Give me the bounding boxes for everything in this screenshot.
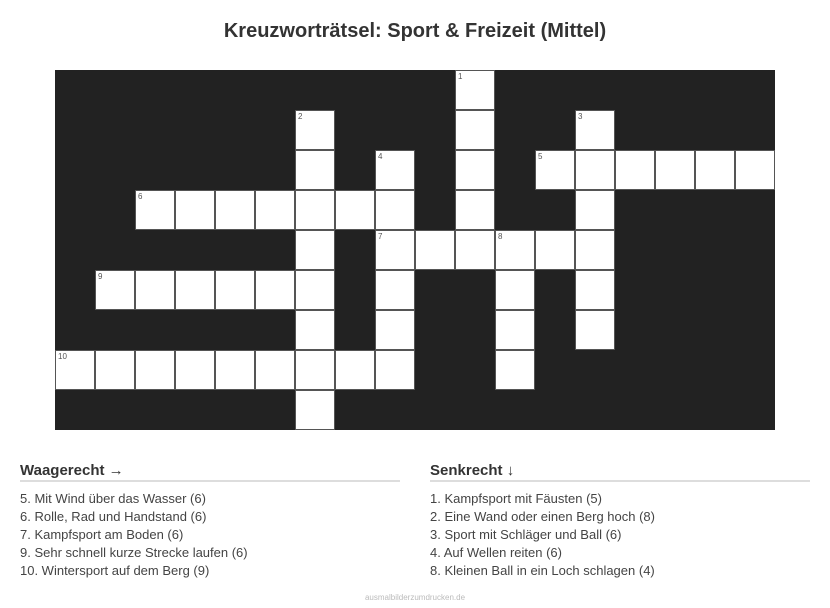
grid-cell[interactable] (575, 270, 615, 310)
grid-cell[interactable] (375, 350, 415, 390)
grid-cell[interactable] (295, 190, 335, 230)
clue-number: 10 (58, 352, 67, 361)
down-heading: Senkrecht ↓ (430, 462, 810, 482)
grid-cell[interactable] (575, 310, 615, 350)
grid-cell[interactable] (375, 230, 415, 270)
grid-cell[interactable] (255, 350, 295, 390)
grid-cell[interactable] (375, 310, 415, 350)
down-clue: 8. Kleinen Ball in ein Loch schlagen (4) (430, 563, 655, 578)
across-clue-list (20, 490, 400, 580)
crossword-grid (55, 70, 775, 430)
grid-cell[interactable] (695, 150, 735, 190)
grid-cell[interactable] (575, 230, 615, 270)
clue-number: 7 (378, 232, 383, 241)
clue-number: 5 (538, 152, 543, 161)
grid-cell[interactable] (175, 350, 215, 390)
grid-cell[interactable] (295, 350, 335, 390)
grid-cell[interactable] (495, 350, 535, 390)
grid-cell[interactable] (135, 190, 175, 230)
grid-cell[interactable] (95, 350, 135, 390)
grid-cell[interactable] (295, 310, 335, 350)
clue-number: 2 (298, 112, 303, 121)
grid-cell[interactable] (175, 270, 215, 310)
grid-cell[interactable] (295, 110, 335, 150)
grid-cell[interactable] (215, 350, 255, 390)
grid-cell[interactable] (655, 150, 695, 190)
down-clue: 2. Eine Wand oder einen Berg hoch (8) (430, 509, 655, 524)
grid-cell[interactable] (455, 150, 495, 190)
down-clues-section (430, 462, 810, 580)
grid-cell[interactable] (375, 270, 415, 310)
grid-cell[interactable] (255, 270, 295, 310)
grid-cell[interactable] (535, 230, 575, 270)
grid-cell[interactable] (295, 390, 335, 430)
grid-cell[interactable] (335, 190, 375, 230)
grid-cell[interactable] (495, 230, 535, 270)
across-clue: 7. Kampfsport am Boden (6) (20, 527, 184, 542)
grid-cell[interactable] (55, 350, 95, 390)
down-clue: 1. Kampfsport mit Fäusten (5) (430, 491, 602, 506)
grid-cell[interactable] (295, 270, 335, 310)
down-clue-list (430, 490, 810, 580)
across-clues-section (20, 462, 400, 580)
clue-number: 6 (138, 192, 143, 201)
grid-cell[interactable] (575, 190, 615, 230)
clue-number: 8 (498, 232, 503, 241)
grid-cell[interactable] (135, 350, 175, 390)
grid-cell[interactable] (495, 270, 535, 310)
across-clue: 6. Rolle, Rad und Handstand (6) (20, 509, 207, 524)
grid-cell[interactable] (295, 150, 335, 190)
page-title: Kreuzworträtsel: Sport & Freizeit (Mittel) (223, 20, 607, 42)
grid-cell[interactable] (375, 150, 415, 190)
across-heading: Waagerecht → (20, 462, 400, 482)
clue-number: 1 (458, 72, 463, 81)
clue-number: 9 (98, 272, 103, 281)
grid-cell[interactable] (415, 230, 455, 270)
grid-cell[interactable] (375, 190, 415, 230)
grid-cell[interactable] (575, 150, 615, 190)
grid-cell[interactable] (615, 150, 655, 190)
grid-cell[interactable] (215, 190, 255, 230)
grid-cell[interactable] (735, 150, 775, 190)
grid-cell[interactable] (215, 270, 255, 310)
grid-cell[interactable] (455, 190, 495, 230)
clue-number: 4 (378, 152, 383, 161)
grid-cell[interactable] (95, 270, 135, 310)
down-clue: 4. Auf Wellen reiten (6) (430, 545, 562, 560)
grid-cell[interactable] (455, 70, 495, 110)
grid-cell[interactable] (455, 110, 495, 150)
grid-cell[interactable] (135, 270, 175, 310)
grid-cell[interactable] (575, 110, 615, 150)
down-clue: 3. Sport mit Schläger und Ball (6) (430, 527, 622, 542)
grid-cell[interactable] (495, 310, 535, 350)
grid-cell[interactable] (335, 350, 375, 390)
grid-cell[interactable] (455, 230, 495, 270)
clue-number: 3 (578, 112, 583, 121)
grid-cell[interactable] (295, 230, 335, 270)
grid-cell[interactable] (175, 190, 215, 230)
across-clue: 10. Wintersport auf dem Berg (9) (20, 563, 210, 578)
across-clue: 5. Mit Wind über das Wasser (6) (20, 491, 206, 506)
grid-cell[interactable] (255, 190, 295, 230)
grid-cell[interactable] (535, 150, 575, 190)
footer-credit: ausmalbilderzumdrucken.de (364, 593, 466, 602)
across-clue: 9. Sehr schnell kurze Strecke laufen (6) (20, 545, 248, 560)
